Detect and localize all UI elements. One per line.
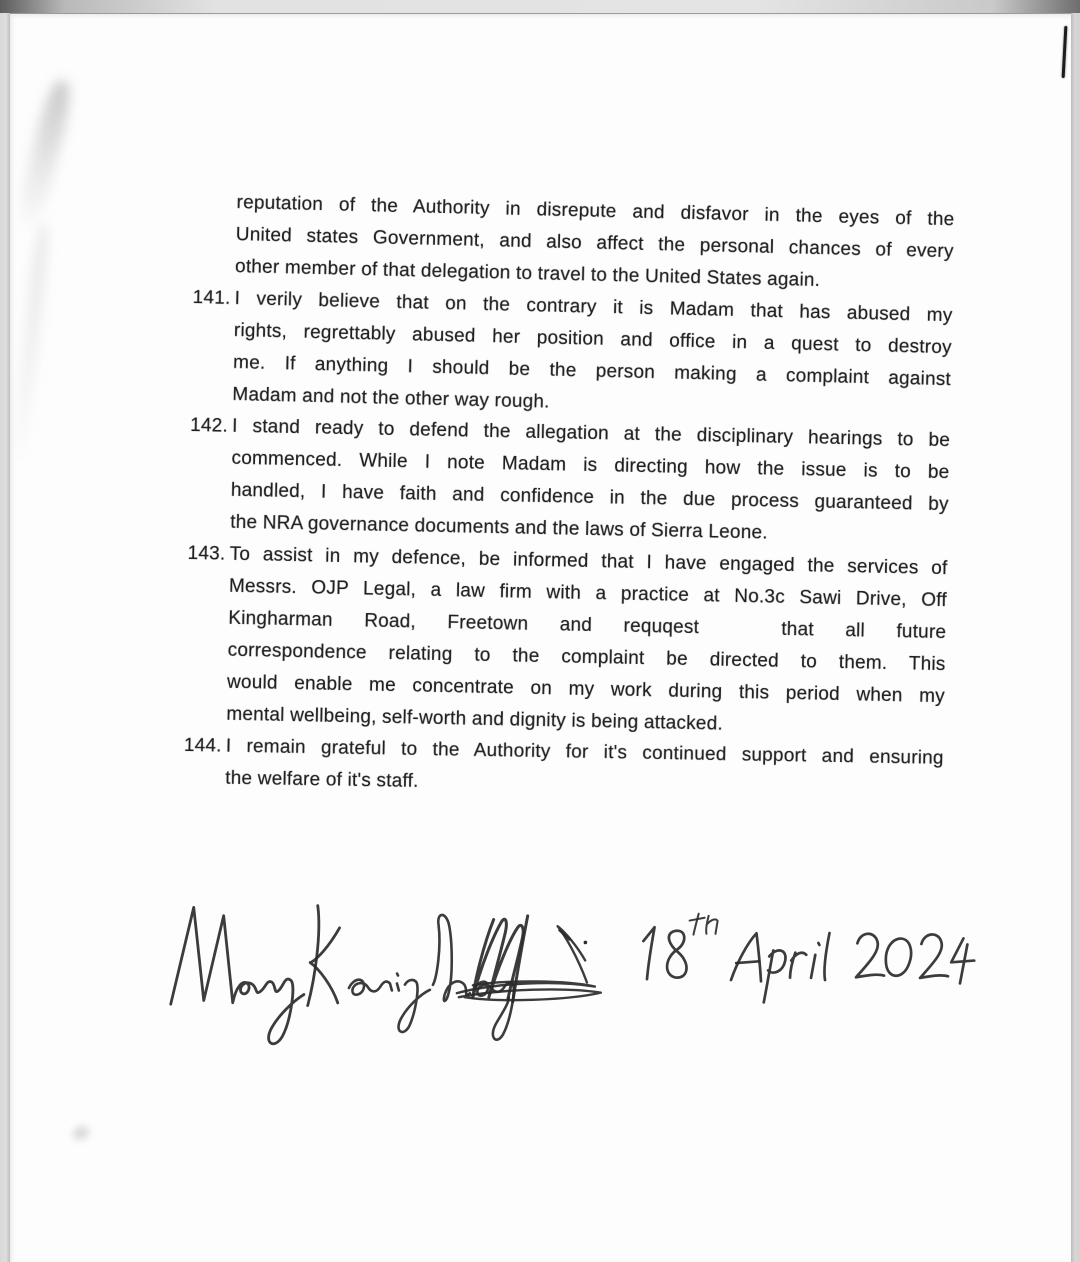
paragraph-text: I stand ready to defend the allegation at the disciplinary hearings to be: [231, 415, 951, 452]
text-line: Madam and not the other way rough.: [232, 383, 550, 413]
paragraph-143: [184, 538, 948, 745]
date-digit-8: [667, 931, 687, 978]
date-digit-1: [643, 927, 655, 979]
text-line: the welfare of it's staff.: [225, 767, 419, 792]
text-line: handled, I have faith and confidence in the due process guaranteed by: [230, 479, 949, 516]
signature-name-stroke-4: [349, 980, 392, 995]
text-line: other member of that delegation to travel to the United States again.: [234, 255, 821, 291]
date-april-i: [811, 943, 819, 978]
text-line: Kingharman Road, Freetown and requqest that all future: [228, 607, 947, 644]
paragraph-141: [190, 282, 953, 428]
text-line: rights, regrettably abused her position and office in a quest to destroy: [233, 319, 952, 359]
date-april-p: [764, 950, 786, 1002]
date-year-4: [951, 938, 974, 983]
scan-right-edge: [1071, 13, 1080, 1262]
fold-shadow-lower: [11, 224, 50, 464]
signature-block: [156, 882, 988, 1061]
paragraph-number: 144.: [183, 734, 222, 757]
text-line: me. If anything I should be the person making a complaint against: [232, 351, 952, 391]
signature-name-stroke-6: [397, 974, 398, 976]
text-line: the NRA governance documents and the laws of Sierra Leone.: [230, 511, 768, 544]
signature-handwriting: [156, 882, 988, 1061]
date-year-0: [886, 938, 912, 975]
scan-smudge: [65, 1118, 97, 1148]
date-year-2a: [856, 934, 884, 978]
signature-flourish: [557, 926, 588, 982]
text-line: mental wellbeing, self-worth and dignity is being attacked.: [226, 703, 724, 735]
date-th-t: [693, 914, 698, 935]
paragraph-number: 142.: [189, 414, 229, 437]
paragraph-number: 143.: [187, 542, 226, 565]
signature-dot: [584, 941, 588, 945]
fold-shadow: [14, 78, 76, 230]
text-line: Messrs. OJP Legal, a law firm with a practice at No.3c Sawi Drive, Off: [228, 575, 948, 612]
date-year-2b: [920, 934, 948, 978]
paragraph-text: I remain grateful to the Authority for it's continued support and ensuring: [225, 735, 944, 769]
text-line: would enable me concentrate on my work during this period when my: [226, 671, 946, 708]
paragraph-number: 141.: [192, 286, 231, 309]
document-body: [183, 186, 955, 809]
scan-left-edge: [0, 13, 10, 1262]
signature-name-stroke-1: [170, 907, 304, 1044]
paragraph-continuation: [193, 186, 955, 300]
signature-name-stroke-5: [397, 984, 399, 991]
paragraph-142: [188, 410, 950, 553]
signature-name-stroke-3: [310, 928, 340, 1003]
date-th-h: [706, 916, 718, 934]
text-line: correspondence relating to the complaint be directed to them. This: [227, 639, 946, 676]
date-april-l: [824, 933, 829, 980]
paragraph-text: I verily believe that on the contrary it is Madam that has abused my: [234, 287, 953, 327]
date-april-r: [790, 953, 806, 978]
text-line: commenced. While I note Madam is directing how the issue is to be: [231, 447, 950, 484]
scan-top-edge: [0, 0, 1080, 14]
paragraph-text: To assist in my defence, be informed that I have engaged the services of: [229, 543, 948, 580]
signature-name-stroke-7: [398, 980, 430, 1032]
date-april-A: [731, 933, 762, 981]
text-line: United states Government, and also affect the personal chances of every: [235, 223, 954, 263]
signature-name-stroke-8: [433, 915, 471, 1001]
signature-underline-2: [459, 988, 601, 1001]
paragraph-144: [183, 730, 944, 807]
text-line: reputation of the Authority in disrepute and disfavor in the eyes of the: [236, 192, 955, 231]
